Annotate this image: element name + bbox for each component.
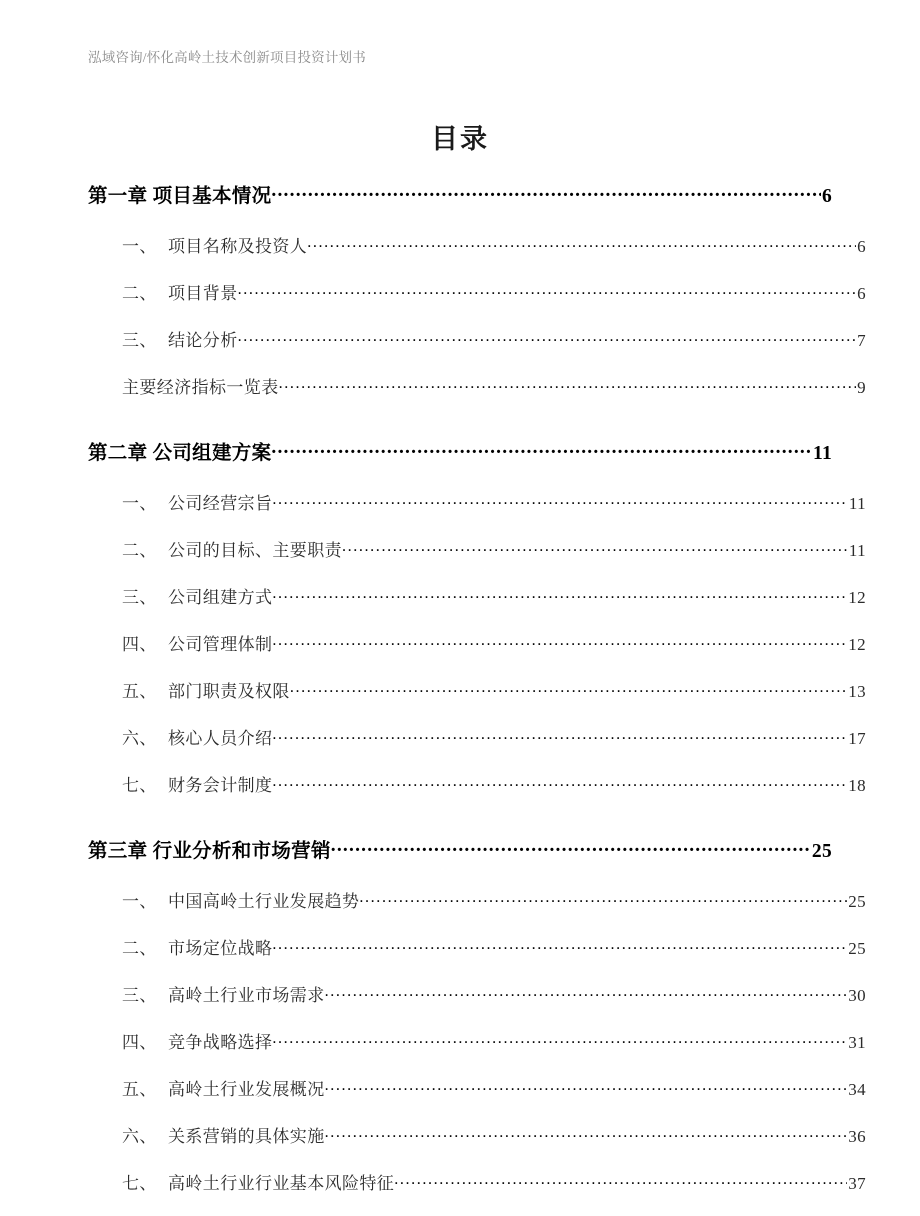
toc-entry-page-number: 12 [848, 635, 866, 654]
toc-entry-number: 一、 [122, 237, 157, 256]
toc-section-entry[interactable] [88, 630, 866, 677]
toc-entry-title: 公司经营宗旨 [168, 494, 273, 513]
table-of-contents [88, 180, 866, 1216]
toc-entry-page-number: 37 [848, 1174, 866, 1193]
toc-entry-number: 六、 [122, 729, 157, 748]
toc-section-entry[interactable] [88, 677, 866, 724]
toc-section-entry[interactable] [88, 583, 866, 630]
toc-entry-title: 高岭土行业行业基本风险特征 [168, 1174, 395, 1193]
toc-entry-title: 市场定位战略 [168, 939, 273, 958]
toc-section-entry[interactable] [88, 934, 866, 981]
toc-chapter-entry[interactable] [88, 437, 832, 483]
toc-section-entry[interactable] [88, 536, 866, 583]
toc-entry-page-number: 12 [848, 588, 866, 607]
toc-entry-page-number: 25 [848, 892, 866, 911]
toc-entry-title: 财务会计制度 [168, 776, 273, 795]
toc-entry-title: 高岭土行业市场需求 [168, 986, 325, 1005]
dot-leader [238, 329, 856, 346]
toc-section-entry[interactable] [88, 724, 866, 771]
toc-entry-number: 二、 [122, 939, 157, 958]
toc-section-entry[interactable] [88, 373, 866, 420]
toc-entry-page-number: 25 [811, 841, 832, 862]
toc-entry-number: 六、 [122, 1127, 157, 1146]
toc-entry-title: 项目背景 [168, 284, 238, 303]
dot-leader [325, 984, 848, 1001]
dot-leader [238, 282, 856, 299]
dot-leader [272, 774, 847, 791]
dot-leader [272, 633, 847, 650]
toc-entry-label: 第一章 项目基本情况 [88, 186, 272, 207]
toc-section-entry[interactable] [88, 489, 866, 536]
toc-section-entry[interactable] [88, 981, 866, 1028]
toc-entry-number: 四、 [122, 635, 157, 654]
toc-entry-page-number: 6 [821, 186, 832, 207]
toc-entry-number: 二、 [122, 284, 157, 303]
toc-section-entry[interactable] [88, 1122, 866, 1169]
dot-leader [272, 1031, 847, 1048]
toc-entry-number: 五、 [122, 1080, 157, 1099]
dot-leader [325, 1078, 848, 1095]
toc-entry-page-number: 7 [857, 331, 866, 350]
toc-entry-page-number: 31 [848, 1033, 866, 1052]
toc-entry-title: 部门职责及权限 [168, 682, 290, 701]
toc-chapter-entry[interactable] [88, 180, 832, 226]
toc-entry-title: 主要经济指标一览表 [122, 378, 279, 397]
toc-entry-page-number: 13 [848, 682, 866, 701]
toc-entry-page-number: 17 [848, 729, 866, 748]
toc-entry-number: 二、 [122, 541, 157, 560]
dot-leader [272, 586, 847, 603]
dot-leader [331, 838, 811, 858]
dot-leader [359, 890, 847, 907]
toc-entry-title: 高岭土行业发展概况 [168, 1080, 325, 1099]
toc-entry-title: 中国高岭土行业发展趋势 [168, 892, 360, 911]
toc-section-entry[interactable] [88, 232, 866, 279]
toc-entry-number: 七、 [122, 776, 157, 795]
toc-entry-label: 第三章 行业分析和市场营销 [88, 841, 331, 862]
dot-leader [279, 376, 856, 393]
dot-leader [271, 440, 812, 460]
toc-entry-title: 公司的目标、主要职责 [168, 541, 342, 560]
toc-entry-number: 七、 [122, 1174, 157, 1193]
toc-entry-label: 第二章 公司组建方案 [88, 443, 272, 464]
page-title: 目录 [431, 124, 489, 154]
toc-entry-page-number: 30 [848, 986, 866, 1005]
toc-entry-page-number: 18 [848, 776, 866, 795]
dot-leader [271, 183, 821, 203]
running-header: 泓域咨询/怀化高岭土技术创新项目投资计划书 [88, 50, 366, 65]
dot-leader [272, 937, 847, 954]
toc-entry-number: 四、 [122, 1033, 157, 1052]
toc-entry-page-number: 11 [848, 494, 866, 513]
dot-leader [325, 1125, 848, 1142]
toc-section-entry[interactable] [88, 1075, 866, 1122]
toc-entry-page-number: 9 [857, 378, 866, 397]
toc-entry-title: 竞争战略选择 [168, 1033, 273, 1052]
toc-entry-page-number: 11 [812, 443, 832, 464]
toc-entry-title: 项目名称及投资人 [168, 237, 308, 256]
toc-entry-page-number: 6 [857, 284, 866, 303]
toc-entry-title: 公司组建方式 [168, 588, 273, 607]
dot-leader [272, 492, 847, 509]
dot-leader [290, 680, 847, 697]
toc-entry-title: 公司管理体制 [168, 635, 273, 654]
toc-section-entry[interactable] [88, 887, 866, 934]
toc-entry-page-number: 25 [848, 939, 866, 958]
toc-entry-number: 三、 [122, 986, 157, 1005]
toc-chapter-entry[interactable] [88, 835, 832, 881]
toc-section-entry[interactable] [88, 326, 866, 373]
toc-entry-title: 结论分析 [168, 331, 238, 350]
toc-entry-number: 一、 [122, 892, 157, 911]
dot-leader [394, 1172, 847, 1189]
toc-entry-page-number: 6 [857, 237, 866, 256]
dot-leader [307, 235, 856, 252]
toc-entry-page-number: 34 [848, 1080, 866, 1099]
toc-entry-number: 三、 [122, 588, 157, 607]
toc-entry-page-number: 11 [848, 541, 866, 560]
toc-entry-number: 一、 [122, 494, 157, 513]
toc-section-entry[interactable] [88, 279, 866, 326]
toc-section-entry[interactable] [88, 1169, 866, 1216]
toc-entry-title: 关系营销的具体实施 [168, 1127, 325, 1146]
dot-leader [272, 727, 847, 744]
toc-entry-page-number: 36 [848, 1127, 866, 1146]
toc-section-entry[interactable] [88, 771, 866, 818]
toc-entry-number: 三、 [122, 331, 157, 350]
dot-leader [342, 539, 848, 556]
toc-section-entry[interactable] [88, 1028, 866, 1075]
toc-entry-number: 五、 [122, 682, 157, 701]
toc-entry-title: 核心人员介绍 [168, 729, 273, 748]
